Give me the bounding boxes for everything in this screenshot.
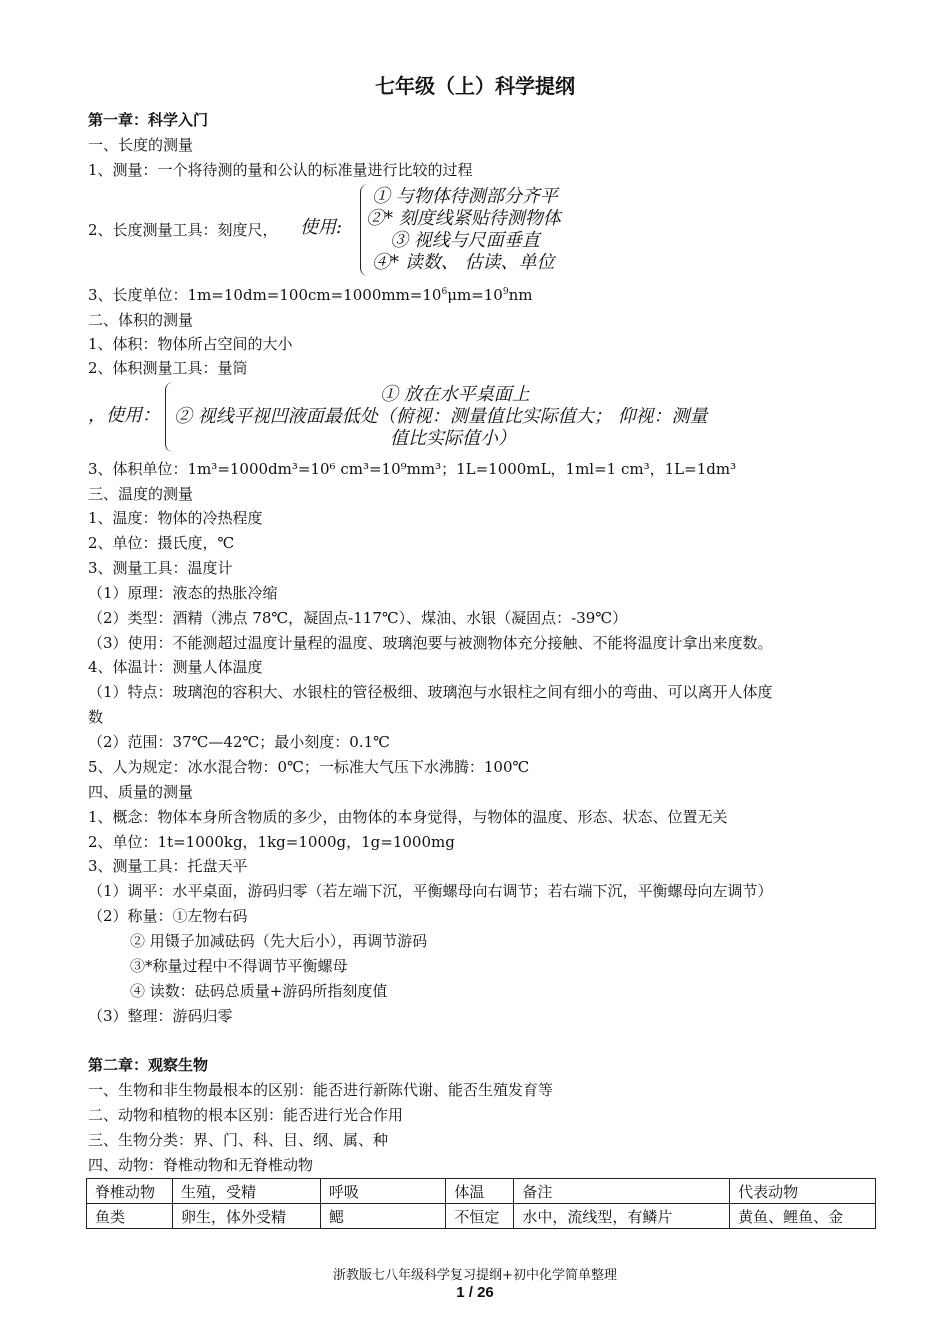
volume-use-item-3: 值比实际值小） — [390, 428, 516, 449]
table-cell: 黄鱼、鲤鱼、金 — [730, 1204, 876, 1229]
clinical-thermometer: 4、体温计：测量人体温度 — [88, 658, 263, 676]
balance-leveling: （1）调平：水平桌面，游码归零（若左端下沉，平衡螺母向右调节；若右端下沉，平衡螺母向左调节） — [88, 882, 773, 900]
page-number: 1 / 26 — [456, 1284, 494, 1301]
table-row — [87, 1204, 876, 1229]
length-use-item-3: ③ 视线与尺面垂直 — [390, 230, 540, 251]
table-header-cell: 生殖，受精 — [172, 1179, 320, 1204]
table-cell: 不恒定 — [446, 1204, 514, 1229]
clinical-thermometer-features-cont: 数 — [88, 708, 104, 726]
thermometer-types: （2）类型：酒精（沸点 78℃，凝固点-117℃）、煤油、水银（凝固点：-39℃） — [88, 609, 628, 627]
temperature-unit: 2、单位：摄氏度，℃ — [88, 534, 235, 552]
volume-use-item-2: ② 视线平视凹液面最低处（俯视：测量值比实际值大； 仰视：测量 — [174, 406, 708, 427]
balance-weighing-step-2: ② 用镊子加减砝码（先大后小），再调节游码 — [130, 932, 428, 950]
section-mass: 四、质量的测量 — [88, 783, 194, 801]
vertebrate-table — [86, 1178, 876, 1229]
length-units: 3、长度单位：$1m=10dm=100cm=1000mm=10^6\mu m=10^9nm$ — [88, 286, 533, 304]
clinical-thermometer-features: （1）特点：玻璃泡的容积大、水银柱的管径极细、玻璃泡与水银柱之间有细小的弯曲、可以离开人体度 — [88, 683, 773, 701]
table-header-cell: 呼吸 — [320, 1179, 446, 1204]
living-vs-nonliving: 一、生物和非生物最根本的区别：能否进行新陈代谢、能否生殖发育等 — [88, 1081, 554, 1099]
length-use-label: 使用: — [300, 217, 343, 238]
length-definition: 1、测量：一个将待测的量和公认的标准量进行比较的过程 — [88, 161, 473, 179]
temperature-reference-points: 5、人为规定：冰水混合物：0℃；一标准大气压下水沸腾：100℃ — [88, 758, 530, 776]
table-header-cell: 备注 — [514, 1179, 730, 1204]
chapter-2-heading: 第二章：观察生物 — [88, 1056, 209, 1074]
length-tool: 2、长度测量工具：刻度尺， — [88, 221, 278, 239]
section-length: 一、长度的测量 — [88, 136, 194, 154]
page-footer: 浙教版七八年级科学复习提纲+初中化学简单整理 — [333, 1268, 617, 1283]
volume-definition: 1、体积：物体所占空间的大小 — [88, 335, 293, 353]
length-use-item-2: ②* 刻度线紧贴待测物体 — [366, 208, 561, 229]
temperature-tool: 3、测量工具：温度计 — [88, 559, 233, 577]
volume-use-item-1: ① 放在水平桌面上 — [380, 384, 530, 405]
table-header-cell: 体温 — [446, 1179, 514, 1204]
table-cell: 水中，流线型，有鳞片 — [514, 1204, 730, 1229]
page-title: 七年级（上）科学提纲 — [375, 74, 575, 98]
table-cell: 鳃 — [320, 1204, 446, 1229]
thermometer-principle: （1）原理：液态的热胀冷缩 — [88, 584, 278, 602]
animal-vs-plant: 二、动物和植物的根本区别：能否进行光合作用 — [88, 1106, 404, 1124]
table-header-cell: 脊椎动物 — [87, 1179, 173, 1204]
balance-weighing-step-3: ③*称量过程中不得调节平衡螺母 — [130, 957, 348, 975]
table-cell: 卵生，体外受精 — [172, 1204, 320, 1229]
table-header-row — [87, 1179, 876, 1204]
clinical-thermometer-range: （2）范围：37℃—42℃；最小刻度：0.1℃ — [88, 733, 390, 751]
volume-units: 3、体积单位：1m³=1000dm³=10⁶ cm³=10⁹mm³；1L=1000mL，1ml=1 cm³，1L=1dm³ — [88, 460, 737, 478]
classification: 三、生物分类：界、门、科、目、纲、属、种 — [88, 1131, 389, 1149]
chapter-1-heading: 第一章：科学入门 — [88, 111, 209, 129]
mass-concept: 1、概念：物体本身所含物质的多少，由物体的本身觉得，与物体的温度、形态、状态、位置无关 — [88, 808, 728, 826]
temperature-definition: 1、温度：物体的冷热程度 — [88, 509, 263, 527]
section-temperature: 三、温度的测量 — [88, 485, 194, 503]
volume-use-label: ，使用： — [88, 405, 160, 426]
table-cell: 鱼类 — [87, 1204, 173, 1229]
section-animals: 四、动物：脊椎动物和无脊椎动物 — [88, 1156, 314, 1174]
section-volume: 二、体积的测量 — [88, 311, 194, 329]
mass-units: 2、单位：1t=1000kg，1kg=1000g，1g=1000mg — [88, 833, 455, 851]
volume-tool: 2、体积测量工具：量筒 — [88, 359, 248, 377]
length-use-brace — [360, 184, 369, 276]
volume-use-brace — [165, 382, 174, 452]
length-use-item-4: ④* 读数、 估读、单位 — [372, 252, 555, 273]
balance-cleanup: （3）整理：游码归零 — [88, 1007, 233, 1025]
balance-weighing: （2）称量：①左物右码 — [88, 907, 248, 925]
thermometer-usage: （3）使用：不能测超过温度计量程的温度、玻璃泡要与被测物体充分接触、不能将温度计拿出来度数。 — [88, 634, 773, 652]
mass-tool: 3、测量工具：托盘天平 — [88, 857, 248, 875]
length-use-item-1: ① 与物体待测部分齐平 — [372, 186, 558, 207]
table-header-cell: 代表动物 — [730, 1179, 876, 1204]
balance-weighing-step-4: ④ 读数：砝码总质量+游码所指刻度值 — [130, 982, 388, 1000]
